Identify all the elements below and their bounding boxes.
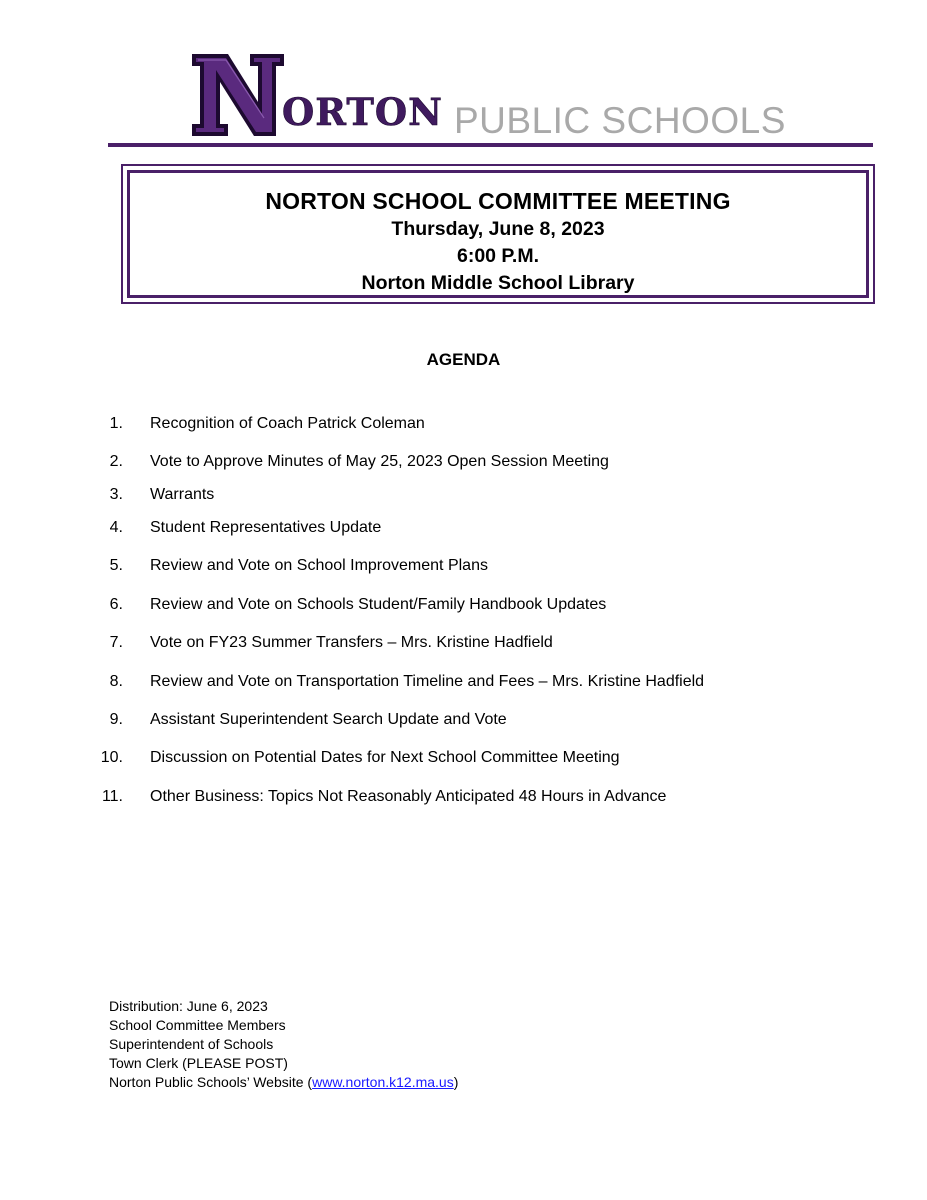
agenda-item-text: Student Representatives Update bbox=[150, 519, 382, 536]
agenda-item-text: Other Business: Topics Not Reasonably Anticipated 48 Hours in Advance bbox=[150, 788, 667, 805]
agenda-heading: AGENDA bbox=[426, 350, 501, 369]
agenda-item-number: 6. bbox=[109, 596, 123, 613]
meeting-location: Norton Middle School Library bbox=[361, 272, 635, 294]
meeting-header-inner bbox=[127, 170, 869, 298]
agenda-item-number: 7. bbox=[109, 634, 123, 651]
logo-public-schools-text: PUBLIC SCHOOLS bbox=[454, 100, 786, 141]
meeting-time: 6:00 P.M. bbox=[456, 245, 540, 267]
agenda-item-text: Vote to Approve Minutes of May 25, 2023 Open Session Meeting bbox=[150, 453, 609, 470]
logo-divider bbox=[108, 143, 873, 147]
website-prefix: Norton Public Schools’ Website ( bbox=[109, 1074, 313, 1090]
norton-n-emblem bbox=[190, 52, 286, 138]
distribution-recipient: School Committee Members bbox=[109, 1017, 286, 1033]
norton-logo bbox=[190, 52, 790, 140]
agenda-item-number: 2. bbox=[109, 453, 123, 470]
agenda-item-text: Warrants bbox=[150, 486, 215, 503]
agenda-item-number: 4. bbox=[109, 519, 123, 536]
website-link[interactable]: www.norton.k12.ma.us bbox=[312, 1074, 454, 1090]
agenda-item-text: Recognition of Coach Patrick Coleman bbox=[150, 415, 425, 432]
meeting-date: Thursday, June 8, 2023 bbox=[391, 218, 605, 240]
distribution-recipient: Town Clerk (PLEASE POST) bbox=[109, 1055, 288, 1071]
agenda-item-text: Review and Vote on Schools Student/Family Handbook Updates bbox=[150, 596, 607, 613]
agenda-item-number: 11. bbox=[101, 788, 123, 805]
agenda-item-text: Review and Vote on Transportation Timeline and Fees – Mrs. Kristine Hadfield bbox=[150, 673, 705, 690]
distribution-website-line bbox=[109, 1073, 458, 1092]
meeting-title: NORTON SCHOOL COMMITTEE MEETING bbox=[265, 188, 731, 214]
agenda-item-number: 8. bbox=[109, 673, 123, 690]
meeting-header-box bbox=[121, 164, 875, 304]
distribution-date: Distribution: June 6, 2023 bbox=[109, 998, 268, 1014]
agenda-item-number: 9. bbox=[109, 711, 123, 728]
website-suffix: ) bbox=[453, 1074, 459, 1090]
agenda-item-text: Review and Vote on School Improvement Plans bbox=[150, 557, 488, 574]
agenda-item-number: 1. bbox=[109, 415, 123, 432]
distribution-block bbox=[109, 997, 458, 1092]
agenda-item-text: Discussion on Potential Dates for Next School Committee Meeting bbox=[150, 749, 620, 766]
agenda-item-text: Vote on FY23 Summer Transfers – Mrs. Kristine Hadfield bbox=[150, 634, 553, 651]
distribution-recipient: Superintendent of Schools bbox=[109, 1036, 274, 1052]
agenda-item-number: 5. bbox=[109, 557, 123, 574]
logo-orton-text: ORTON bbox=[282, 90, 443, 134]
agenda-item-number: 3. bbox=[109, 486, 123, 503]
agenda-item-text: Assistant Superintendent Search Update and Vote bbox=[150, 711, 507, 728]
agenda-item-number: 10. bbox=[100, 749, 123, 766]
